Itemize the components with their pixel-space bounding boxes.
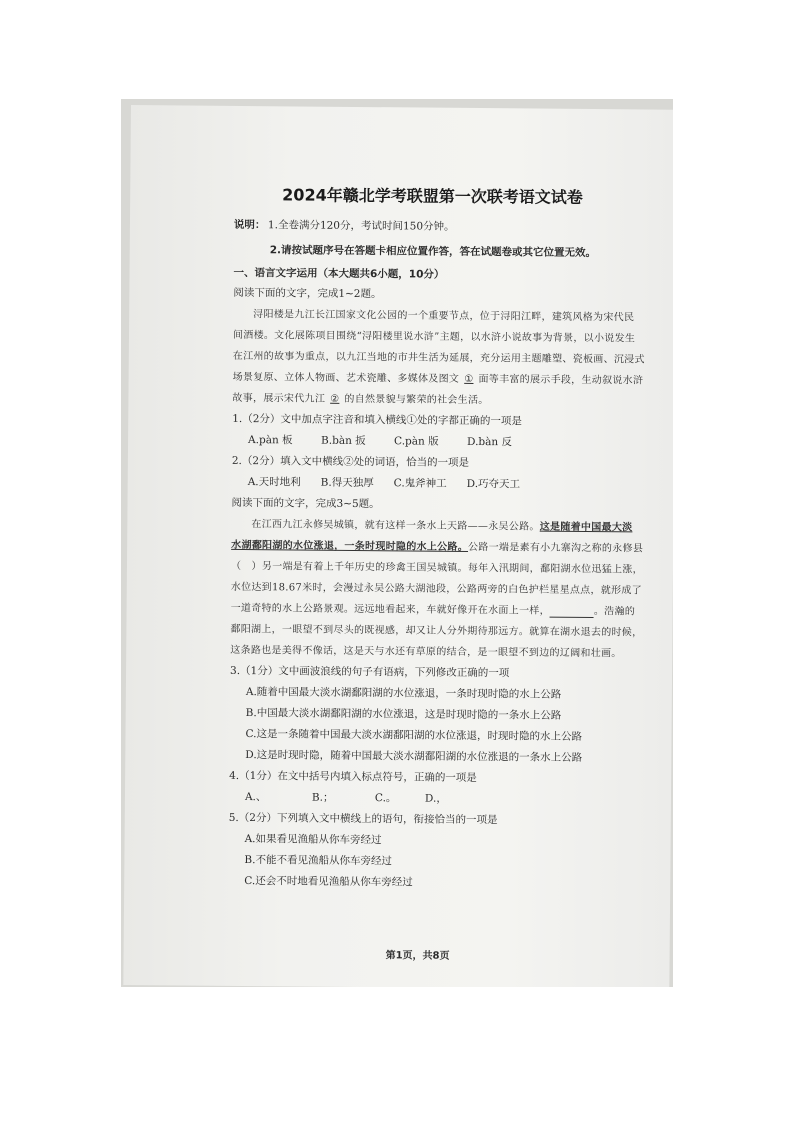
exam-title: 2024年赣北学考联盟第一次联考语文试卷 [282, 185, 583, 207]
q5-option-c: C.还会不时地看见渔船从你车旁经过 [244, 875, 413, 889]
q2-option-d: D.巧夺天工 [466, 477, 521, 491]
q4-option-c: C.。 [374, 792, 397, 805]
passage1-line: 场景复原、立体人物画、艺术瓷雕、多媒体及图文 ① 面等丰富的展示手段，生动叙说水浒 [232, 371, 644, 387]
passage1-line: 间酒楼。文化展陈项目围绕“浔阳楼里说水浒”主题，以水浒小说故事为背景，以小说发生 [232, 329, 636, 345]
passage2-line: 鄱阳湖上，一眼望不到尽头的既视感，却又让人分外期待那远方。就算在湖水退去的时候， [230, 623, 643, 639]
q4-option-d: D.， [424, 792, 447, 805]
note-line-2: 2.请按试题序号在答题卡相应位置作答，答在试题卷或其它位置无效。 [269, 244, 597, 260]
answer-blank [550, 607, 594, 618]
passage1-line: 故事，展示宋代九江 ② 的自然景貌与繁荣的社会生活。 [232, 392, 489, 407]
section-heading: 一、语言文字运用（本大题共6小题，10分） [233, 266, 445, 281]
reading-intro-1: 阅读下面的文字，完成1~2题。 [233, 286, 382, 301]
wavy-sentence-part-2: 水湖鄱阳湖的水位涨退，一条时现时隐的水上公路。 [231, 539, 469, 553]
blank-mark-2: ② [330, 393, 340, 405]
q1-option-b: B.bàn 扳 [321, 434, 366, 448]
q4-option-b: B.； [311, 791, 334, 804]
passage2-line: 在江西九江永修吴城镇，就有这样一条水上天路——永吴公路。这是随着中国最大淡 [251, 519, 633, 534]
photo-background [121, 99, 673, 987]
q3-option-d: D.这是时现时隐，随着中国最大淡水湖鄱阳湖的水位涨退的一条水上公路 [245, 749, 583, 764]
passage2-line: （ ）另一端是有着上千年历史的珍禽王国吴城镇。每年入汛期间，鄱阳湖水位迅猛上涨， [230, 560, 644, 576]
reading-intro-2: 阅读下面的文字，完成3~5题。 [231, 496, 380, 511]
q1-option-c: C.pàn 版 [394, 435, 439, 448]
q4-option-a: A.、 [244, 791, 267, 804]
question-5-stem: 5.（2分）下列填入文中横线上的语句，衔接恰当的一项是 [228, 811, 498, 827]
question-3-stem: 3.（1分）文中画波浪线的句子有语病，下列修改正确的一项 [230, 664, 510, 680]
passage2-line: 这条路也是美得不像话，这是天与水还有草原的结合，是一眼望不到边的辽阔和壮画。 [230, 644, 622, 660]
q3-option-a: A.随着中国最大淡水湖鄱阳湖的水位涨退，一条时现时隐的水上公路 [245, 686, 562, 701]
passage2-line: 水湖鄱阳湖的水位涨退，一条时现时隐的水上公路。公路一端是素有小九寨沟之称的永修县 [231, 539, 644, 555]
q5-option-a: A.如果看见渔船从你车旁经过 [244, 833, 382, 847]
passage2-line: 一道奇特的水上公路景观。远远地看起来，车就好像开在水面上一样， 。浩瀚的 [230, 602, 636, 618]
q2-option-a: A.天时地利 [247, 476, 301, 489]
passage1-line: 浔阳楼是九江长江国家文化公园的一个重要节点，位于浔阳江畔，建筑风格为宋代民 [253, 309, 635, 324]
q3-option-b: B.中国最大淡水湖鄱阳湖的水位涨退，这是时现时隐的一条水上公路 [245, 707, 562, 722]
question-2-stem: 2.（2分）填入文中横线②处的词语，恰当的一项是 [231, 454, 470, 469]
q1-option-a: A.pàn 板 [248, 434, 293, 447]
q3-option-c: C.这是一条随着中国最大淡水湖鄱阳湖的水位涨退，时现时隐的水上公路 [245, 728, 583, 743]
q2-option-c: C.鬼斧神工 [393, 477, 447, 490]
question-4-stem: 4.（1分）在文中括号内填入标点符号，正确的一项是 [229, 769, 477, 785]
question-1-stem: 1.（2分）文中加点字注音和填入横线①处的字都正确的一项是 [232, 412, 523, 428]
passage2-line: 水位达到18.67米时，会漫过永吴公路大湖池段，公路两旁的白色护栏星星点点，就形成了 [230, 581, 643, 597]
q2-option-b: B.得天独厚 [320, 476, 374, 490]
note-line-1: 1.全卷满分120分，考试时间150分钟。 [267, 219, 455, 233]
q5-option-b: B.不能不看见渔船从你车旁经过 [244, 854, 393, 868]
passage1-line: 在江州的故事为重点，以九江当地的市井生活为延展，充分运用主题雕塑、瓷板画、沉浸式 [232, 350, 645, 366]
wavy-sentence-part-1: 这是随着中国最大淡 [539, 521, 633, 534]
page-number: 第1页，共8页 [385, 950, 450, 962]
note-label: 说明： [233, 218, 266, 232]
q1-option-d: D.bàn 反 [467, 435, 513, 449]
exam-sheet [123, 105, 673, 987]
blank-mark-1: ① [464, 373, 474, 385]
